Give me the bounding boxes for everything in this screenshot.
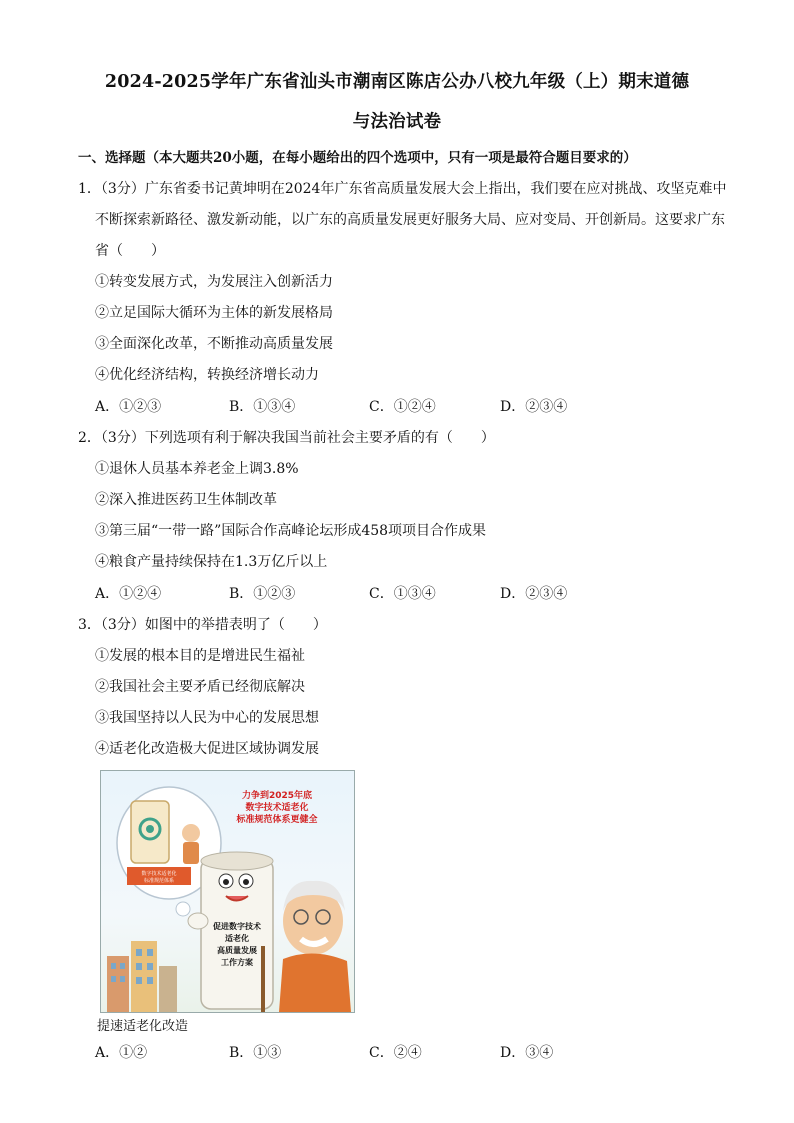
choice-b[interactable]: B．①②③ — [229, 586, 296, 602]
question-2-stem: 2．（3分）下列选项有利于解决我国当前社会主要矛盾的有（ ） — [78, 430, 495, 446]
question-1-stem: 不断探索新路径、激发新动能，以广东的高质量发展更好服务大局、应对变局、开创新局。这要求广东 — [95, 212, 725, 228]
choice-a[interactable]: A．①②④ — [95, 586, 162, 602]
choice-d[interactable]: D．②③④ — [500, 586, 568, 602]
question-2-statement: ①退休人员基本养老金上调3.8% — [95, 461, 299, 477]
cartoon-illustration — [101, 771, 354, 1012]
scroll-text: 促进数字技术 — [213, 922, 261, 931]
question-1-statement: ②立足国际大循环为主体的新发展格局 — [95, 305, 333, 321]
question-1-stem: 省（ ） — [95, 243, 165, 259]
question-1-stem: 1．（3分）广东省委书记黄坤明在2024年广东省高质量发展大会上指出，我们要在应对挑战、攻坚克难中 — [78, 181, 727, 197]
question-3-stem: 3．（3分）如图中的举措表明了（ ） — [78, 617, 327, 633]
choice-a[interactable]: A．①② — [95, 1045, 148, 1061]
scroll-text: 工作方案 — [221, 958, 253, 967]
book-text: 数字技术适老化 — [141, 871, 177, 877]
question-2-statement: ②深入推进医药卫生体制改革 — [95, 492, 277, 508]
question-1-statement: ①转变发展方式，为发展注入创新活力 — [95, 274, 333, 290]
question-3-statement: ③我国坚持以人民为中心的发展思想 — [95, 710, 319, 726]
choice-b[interactable]: B．①③④ — [229, 399, 296, 415]
section-heading: 一、选择题（本大题共20小题，在每小题给出的四个选项中，只有一项是最符合题目要求的） — [78, 150, 637, 166]
question-3-statement: ④适老化改造极大促进区域协调发展 — [95, 741, 319, 757]
question-1-statement: ④优化经济结构，转换经济增长动力 — [95, 367, 319, 383]
page-title: 2024-2025学年广东省汕头市潮南区陈店公办八校九年级（上）期末道德 — [104, 72, 690, 92]
choice-d[interactable]: D．③④ — [500, 1045, 554, 1061]
choice-c[interactable]: C．①②④ — [369, 399, 436, 415]
question-3-cartoon — [100, 770, 355, 1013]
banner-text: 力争到2025年底 — [241, 791, 313, 801]
question-3-statement: ①发展的根本目的是增进民生福祉 — [95, 648, 305, 664]
figure-caption: 提速适老化改造 — [97, 1019, 189, 1034]
choice-a[interactable]: A．①②③ — [95, 399, 162, 415]
choice-b[interactable]: B．①③ — [229, 1045, 282, 1061]
question-1-statement: ③全面深化改革，不断推动高质量发展 — [95, 336, 333, 352]
choice-c[interactable]: C．②④ — [369, 1045, 422, 1061]
choice-d[interactable]: D．②③④ — [500, 399, 568, 415]
page-title-line2: 与法治试卷 — [352, 112, 442, 132]
banner-text: 标准规范体系更健全 — [236, 815, 318, 825]
banner-text: 数字技术适老化 — [245, 803, 309, 813]
choice-c[interactable]: C．①③④ — [369, 586, 436, 602]
book-text: 标准规范体系 — [143, 878, 175, 884]
scroll-text: 适老化 — [225, 934, 249, 943]
question-3-statement: ②我国社会主要矛盾已经彻底解决 — [95, 679, 305, 695]
question-2-statement: ④粮食产量持续保持在1.3万亿斤以上 — [95, 554, 328, 570]
scroll-text: 高质量发展 — [217, 946, 257, 955]
question-2-statement: ③第三届“一带一路”国际合作高峰论坛形成458项项目合作成果 — [95, 523, 487, 539]
